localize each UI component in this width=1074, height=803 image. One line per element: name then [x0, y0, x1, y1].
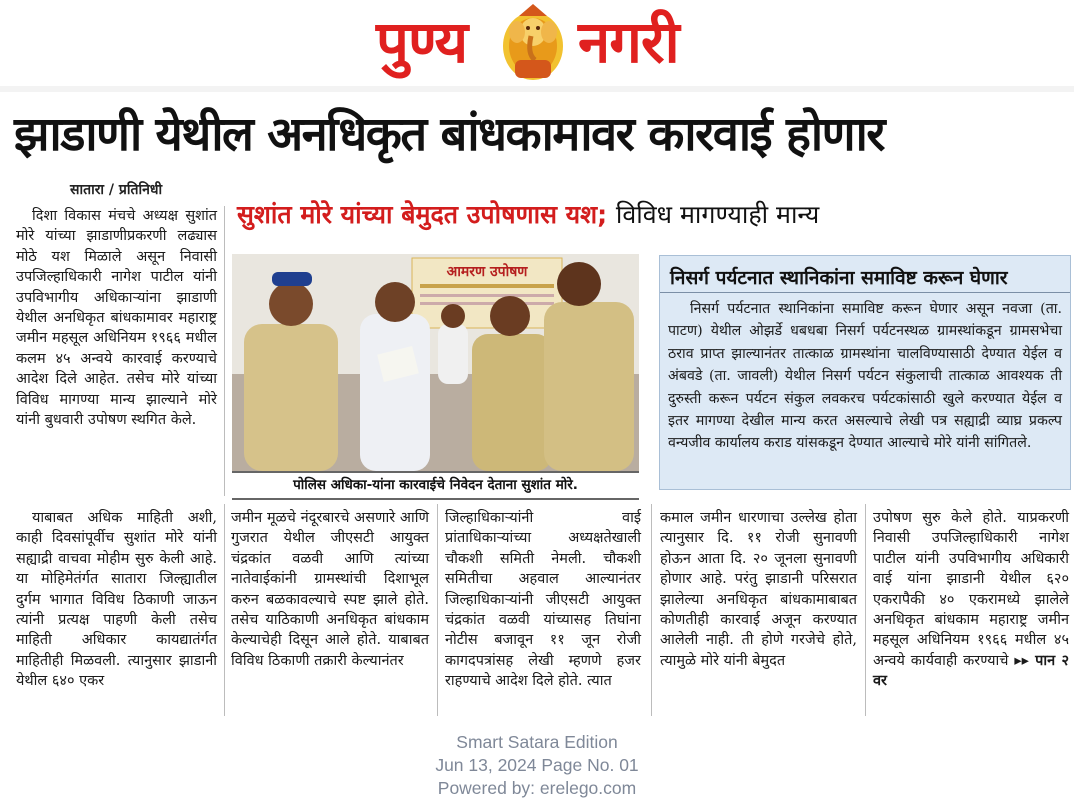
sidebar-paragraph: निसर्ग पर्यटनात स्थानिकांना समाविष्ट करून घेणार असून नवजा (ता. पाटण) येथील ओझर्डे धबधबा निसर्ग पर्यटनस्थळ ग्रामस्थांकडून ग्रामसभेचा ठराव प्राप्त झाल्यानंतर तात्काळ ग्रामस्थांना चालविण्यासाठी देण्यात येईल व अंबवडे (ता. जावली) येथील निसर्ग पर्यटन संकुलाची तात्काळ आवश्यक ती दुरुस्ती करून पर्यटन संकुल लवकरच पर्यटकांसाठी खुले करण्यात येईल व इतर मागण्या देखील मान्य करत असल्याचे लेखी पत्र सह्याद्री व्याघ्र प्रकल्प वन्यजीव कार्यालय कराड यांसकडून देण्यात आल्याचे मोरे यांनी सांगितले. — [668, 301, 1062, 452]
banner-text: आमरण उपोषण — [446, 264, 528, 280]
subheadline-black: विविध मागण्याही मान्य — [615, 200, 820, 229]
sidebar-divider — [660, 292, 1070, 293]
column-divider — [224, 206, 225, 496]
article-col-1b — [16, 508, 217, 692]
masthead-title-left: पुण्य — [376, 8, 468, 76]
article-paragraph: जिल्हाधिकाऱ्यांनी वाई प्रांताधिकाऱ्यांच्या अध्यक्षतेखाली चौकशी समिती नेमली. चौकशी समितीचा अहवाल आल्यानंतर जिल्हाधिकाऱ्यांनी जीएसटी आयुक्त चंद्रकांत वळवी यांच्यासह तिघांना नोटीस बजावून ११ जून रोजी कागदपत्रांसह लेखी म्हणणे हजर राहण्याचे आदेश दिले होते. त्यात — [445, 510, 641, 690]
page-edge — [0, 86, 1074, 92]
article-paragraph — [873, 508, 1069, 692]
article-col-4 — [660, 508, 857, 671]
article-paragraph: याबाबत अधिक माहिती अशी, काही दिवसांपूर्वीच सुशांत मोरे यांनी सह्याद्री वाचवा मोहीम सुरु केली आहे. या मोहिमेतंर्गत सातारा जिल्ह्यातील दुर्गम भागात विविध ठिकाणी जाऊन त्यांनी प्रत्यक्ष पाहणी केली तसेच माहिती अधिकार कायद्यातंर्गत माहितीही मिळवली. त्यानुसार झाडानी येथील ६४० एकर — [16, 510, 217, 690]
headline: झाडाणी येथील अनधिकृत बांधकामावर कारवाई होणार — [14, 107, 884, 162]
article-col-5 — [873, 508, 1069, 692]
ganesh-idol-icon — [497, 2, 569, 82]
column-divider — [651, 504, 652, 716]
column-divider — [437, 504, 438, 716]
masthead — [0, 0, 1074, 86]
sidebar-body — [668, 298, 1062, 455]
dateline: सातारा / प्रतिनिधी — [70, 182, 163, 198]
article-paragraph: दिशा विकास मंचचे अध्यक्ष सुशांत मोरे यांच्या झाडाणीप्रकरणी लढ्यास मोठे यश मिळाले असून निवासी उपजिल्हाधिकारी नागेश पाटील यांनी उपविभागीय अधिकाऱ्यांना झाडाणी येथील अनधिकृत बांधकामावर महाराष्ट्र जमीन महसूल अधिनियम १९६६ मधील कलम ४५ अन्वये कारवाई करण्याचे आदेश दिले आहेत. तसेच मोरे यांच्या विविध मागण्या मान्य झाल्याने मोरे यांनी बुधवारी उपोषण स्थगित केले. — [16, 208, 217, 429]
subheadline-red: सुशांत मोरे यांच्या बेमुदत उपोषणास यश; — [237, 200, 608, 229]
article-paragraph: जमीन मूळचे नंदूरबारचे असणारे आणि गुजरात येथील जीएसटी आयुक्त चंद्रकांत वळवी आणि त्यांच्या नातेवाईकांनी ग्रामस्थांची दिशाभूल करुन बळकावल्याचे स्पष्ट झाले होते. तसेच याठिकाणी अनधिकृत बांधकाम केल्याचेही दिसून आले होते. याबाबत विविध ठिकाणी तक्रारी केल्यानंतर — [231, 510, 429, 669]
footer-edition: Smart Satara Edition — [456, 732, 618, 752]
footer — [0, 731, 1074, 800]
article-col-1 — [16, 206, 217, 430]
masthead-title-right: नगरी — [578, 8, 679, 76]
footer-powered-by[interactable]: Powered by: erelego.com — [437, 778, 637, 798]
article-col-2 — [231, 508, 429, 671]
column-divider — [224, 504, 225, 716]
article-text: उपोषण सुरु केले होते. याप्रकरणी निवासी उपजिल्हाधिकारी नागेश पाटील यांनी उपविभागीय अधिकारी वाई यांना झाडानी येथील ६२० एकरापैकी ४० एकरामध्ये झालेले अनधिकृत बांधकाम महाराष्ट्र जमीन महसूल अधिनियम १९६६ मधील ४५ अन्वये कार्यवाही करण्याचे — [873, 510, 1069, 669]
subheadline — [237, 197, 819, 231]
sidebar-title: निसर्ग पर्यटनात स्थानिकांना समाविष्ट करून घेणार — [670, 267, 1008, 289]
news-photo — [232, 254, 639, 471]
article-paragraph: कमाल जमीन धारणाचा उल्लेख होता त्यानुसार दि. ११ रोजी सुनावणी होऊन आता दि. २० जूनला सुनावणी होणार आहे. परंतु झाडानी परिसरात झालेल्या अनधिकृत बांधकामाबाबत कोणतीही कारवाई अजून करण्यात आलेली नाही. ती होणे गरजेचे होते, त्यामुळे मोरे यांनी बेमुदत — [660, 510, 857, 669]
column-divider — [865, 504, 866, 716]
footer-date-page: Jun 13, 2024 Page No. 01 — [435, 755, 639, 775]
photo-caption: पोलिस अधिका-यांना कारवाईचे निवेदन देताना सुशांत मोरे. — [232, 471, 639, 500]
sidebar-box — [659, 255, 1071, 490]
article-col-3 — [445, 508, 641, 692]
continued-link[interactable]: ▸▸ पान २ वर — [873, 652, 1070, 690]
